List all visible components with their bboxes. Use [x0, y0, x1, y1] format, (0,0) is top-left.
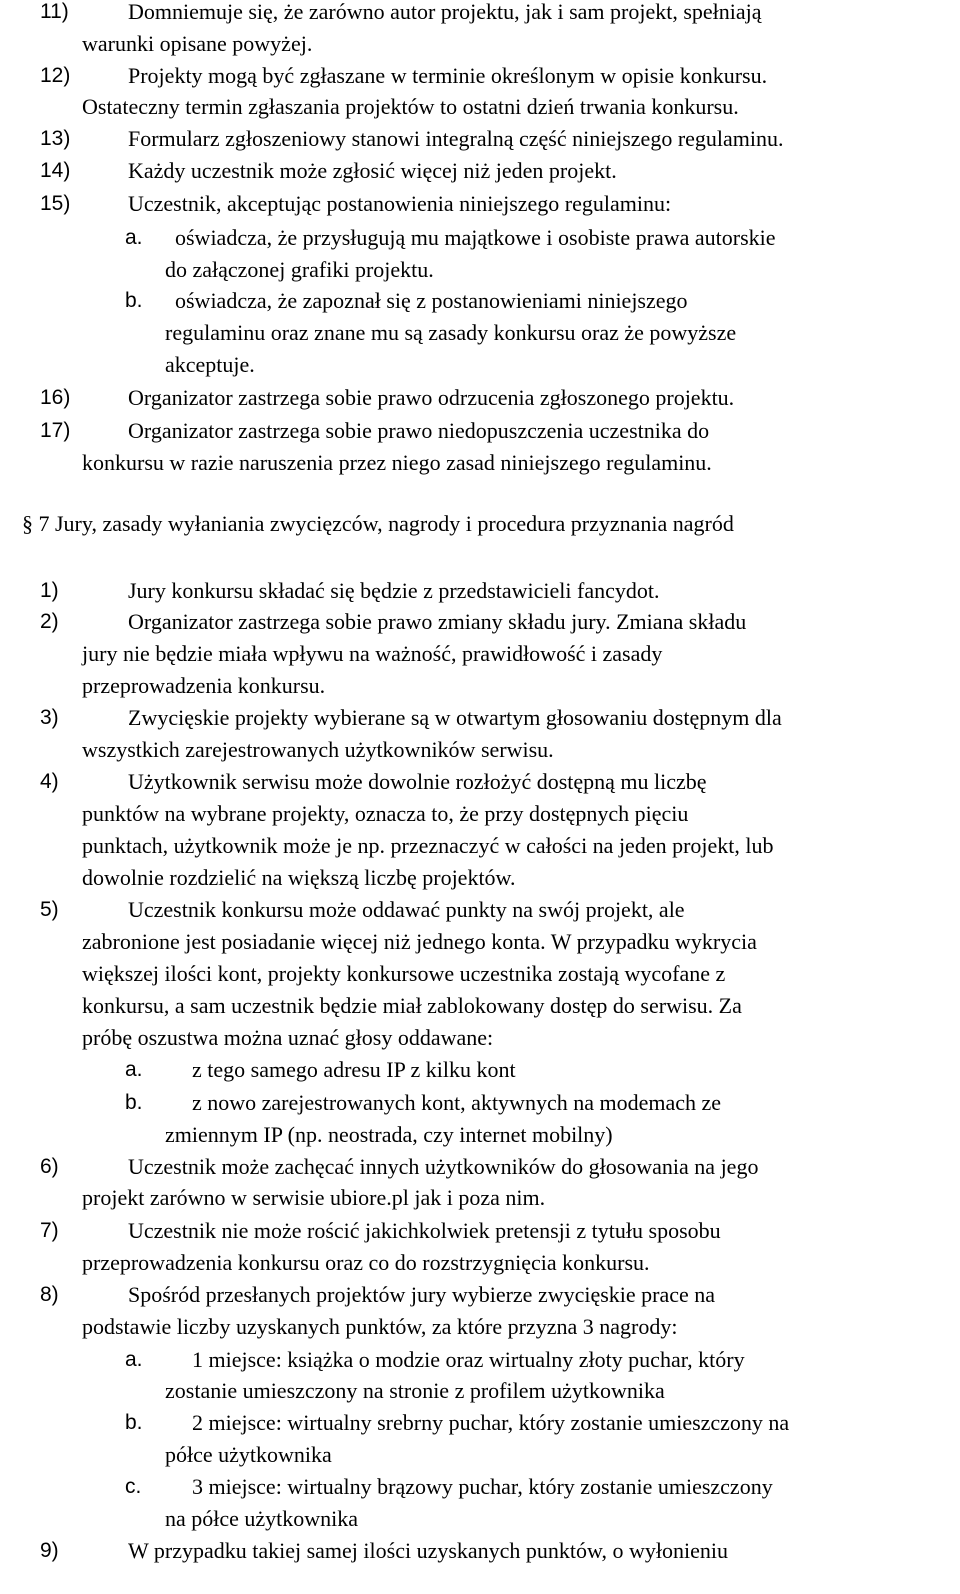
sub-item-text: zostanie umieszczony na stronie z profilem użytkownika — [165, 1378, 665, 1403]
item-number: 8) — [40, 1283, 59, 1306]
item-number: 1) — [40, 579, 59, 602]
item-text: Jury konkursu składać się będzie z przedstawicieli fancydot. — [128, 578, 660, 603]
item-text: zabronione jest posiadanie więcej niż jednego konta. W przypadku wykrycia — [82, 929, 757, 954]
sub-item-letter: b. — [125, 289, 143, 312]
item-number: 9) — [40, 1539, 59, 1562]
sub-item-text: 1 miejsce: książka o modzie oraz wirtualny złoty puchar, który — [192, 1347, 745, 1372]
sub-item-text: półce użytkownika — [165, 1442, 332, 1467]
section-heading: § 7 Jury, zasady wyłaniania zwycięzców, nagrody i procedura przyznania nagród — [22, 511, 734, 536]
item-text: Każdy uczestnik może zgłosić więcej niż jeden projekt. — [128, 158, 617, 183]
item-text: Organizator zastrzega sobie prawo zmiany składu jury. Zmiana składu — [128, 609, 747, 634]
item-number: 3) — [40, 706, 59, 729]
item-number: 16) — [40, 386, 71, 409]
item-number: 12) — [40, 64, 71, 87]
item-text: warunki opisane powyżej. — [82, 31, 313, 56]
item-number: 2) — [40, 610, 59, 633]
sub-item-text: akceptuje. — [165, 352, 255, 377]
sub-item-letter: a. — [125, 1348, 143, 1371]
item-text: przeprowadzenia konkursu. — [82, 673, 326, 698]
sub-item-letter: a. — [125, 226, 143, 249]
item-number: 4) — [40, 770, 59, 793]
item-text: punktach, użytkownik może je np. przeznaczyć w całości na jeden projekt, lub — [82, 833, 774, 858]
item-number: 11) — [40, 0, 69, 23]
item-text: Domniemuje się, że zarówno autor projektu, jak i sam projekt, spełniają — [128, 0, 762, 24]
item-text: jury nie będzie miała wpływu na ważność, prawidłowość i zasady — [82, 641, 663, 666]
sub-item-text: 2 miejsce: wirtualny srebrny puchar, który zostanie umieszczony na — [192, 1410, 790, 1435]
sub-item-letter: b. — [125, 1091, 143, 1114]
item-text: Ostateczny termin zgłaszania projektów to ostatni dzień trwania konkursu. — [82, 94, 739, 119]
sub-item-text: na półce użytkownika — [165, 1506, 359, 1531]
item-number: 6) — [40, 1155, 59, 1178]
item-text: próbę oszustwa można uznać głosy oddawane: — [82, 1025, 494, 1050]
sub-item-letter: c. — [125, 1475, 142, 1498]
item-text: W przypadku takiej samej ilości uzyskanych punktów, o wyłonieniu — [128, 1538, 728, 1563]
item-text: Uczestnik konkursu może oddawać punkty na swój projekt, ale — [128, 897, 685, 922]
item-text: przeprowadzenia konkursu oraz co do rozstrzygnięcia konkursu. — [82, 1250, 650, 1275]
item-number: 15) — [40, 192, 71, 215]
sub-item-text: z nowo zarejestrowanych kont, aktywnych na modemach ze — [192, 1090, 722, 1115]
item-text: Formularz zgłoszeniowy stanowi integralną część niniejszego regulaminu. — [128, 126, 784, 151]
item-number: 7) — [40, 1219, 59, 1242]
sub-item-text: z tego samego adresu IP z kilku kont — [192, 1057, 516, 1082]
sub-item-text: oświadcza, że zapoznał się z postanowieniami niniejszego — [175, 288, 688, 313]
item-text: Spośród przesłanych projektów jury wybierze zwycięskie prace na — [128, 1282, 716, 1307]
item-text: dowolnie rozdzielić na większą liczbę projektów. — [82, 865, 516, 890]
sub-item-text: do załączonej grafiki projektu. — [165, 257, 434, 282]
item-text: wszystkich zarejestrowanych użytkowników serwisu. — [82, 737, 554, 762]
item-text: konkursu w razie naruszenia przez niego zasad niniejszego regulaminu. — [82, 450, 712, 475]
item-number: 5) — [40, 898, 59, 921]
item-text: punktów na wybrane projekty, oznacza to, że przy dostępnych pięciu — [82, 801, 689, 826]
item-number: 17) — [40, 419, 71, 442]
sub-item-text: zmiennym IP (np. neostrada, czy internet mobilny) — [165, 1122, 613, 1147]
item-text: większej ilości kont, projekty konkursowe uczestnika zostają wycofane z — [82, 961, 726, 986]
sub-item-text: oświadcza, że przysługują mu majątkowe i osobiste prawa autorskie — [175, 225, 776, 250]
item-text: Uczestnik może zachęcać innych użytkowników do głosowania na jego — [128, 1154, 759, 1179]
item-text: Uczestnik nie może rościć jakichkolwiek pretensji z tytułu sposobu — [128, 1218, 721, 1243]
item-text: Użytkownik serwisu może dowolnie rozłożyć dostępną mu liczbę — [128, 769, 707, 794]
item-text: Organizator zastrzega sobie prawo odrzucenia zgłoszonego projektu. — [128, 385, 735, 410]
item-text: podstawie liczby uzyskanych punktów, za które przyzna 3 nagrody: — [82, 1314, 678, 1339]
item-text: konkursu, a sam uczestnik będzie miał zablokowany dostęp do serwisu. Za — [82, 993, 742, 1018]
sub-item-text: regulaminu oraz znane mu są zasady konkursu oraz że powyższe — [165, 320, 737, 345]
sub-item-letter: a. — [125, 1058, 143, 1081]
item-text: Projekty mogą być zgłaszane w terminie określonym w opisie konkursu. — [128, 63, 768, 88]
sub-item-letter: b. — [125, 1411, 143, 1434]
item-text: Uczestnik, akceptując postanowienia niniejszego regulaminu: — [128, 191, 672, 216]
sub-item-text: 3 miejsce: wirtualny brązowy puchar, który zostanie umieszczony — [192, 1474, 773, 1499]
item-number: 13) — [40, 127, 71, 150]
item-text: projekt zarówno w serwisie ubiore.pl jak i poza nim. — [82, 1185, 546, 1210]
item-text: Organizator zastrzega sobie prawo niedopuszczenia uczestnika do — [128, 418, 710, 443]
item-number: 14) — [40, 159, 71, 182]
item-text: Zwycięskie projekty wybierane są w otwartym głosowaniu dostępnym dla — [128, 705, 782, 730]
